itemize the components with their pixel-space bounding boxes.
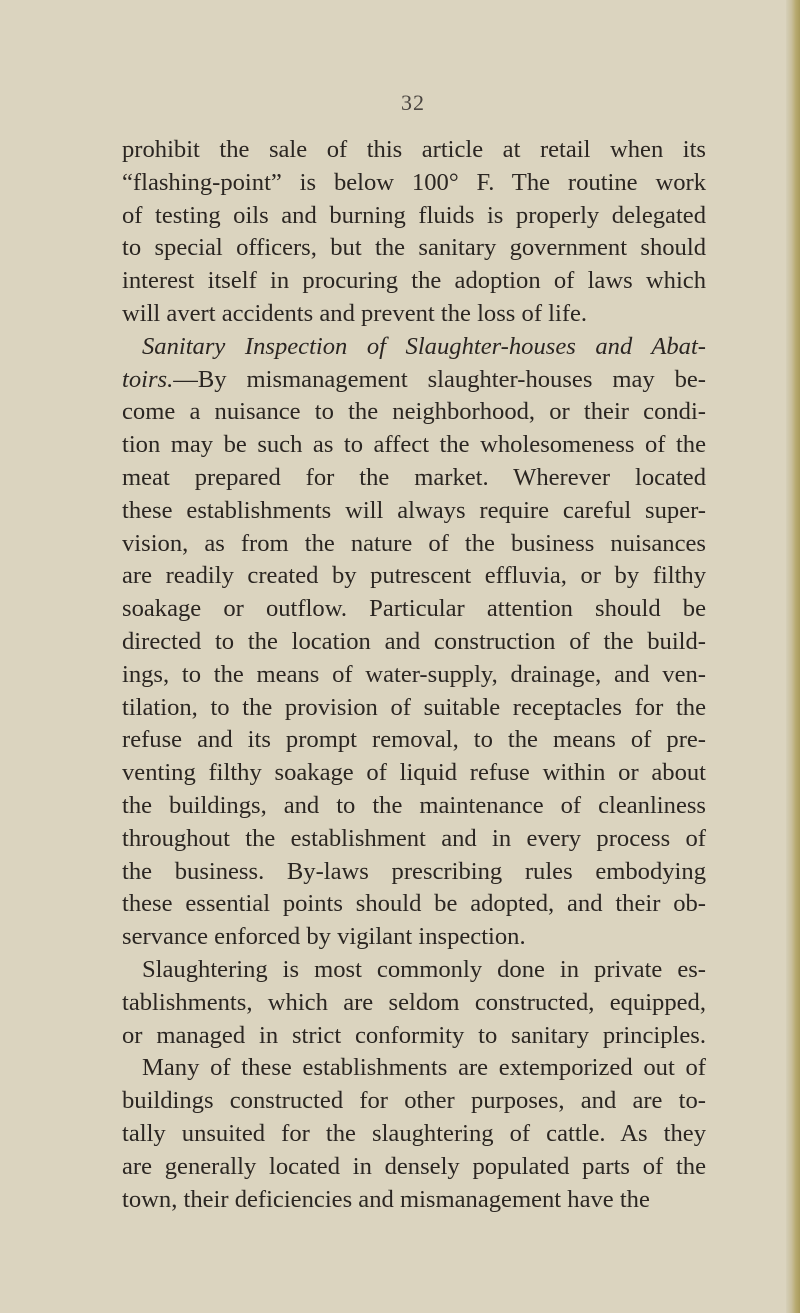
- text-run: come a nuisance to the neighborhood, or their condi-: [122, 398, 706, 426]
- text-run: tion may be such as to affect the wholesomeness of the: [122, 431, 706, 459]
- text-run: soakage or outflow. Particular attention should be: [122, 595, 706, 623]
- text-run: interest itself in procuring the adoption of laws which: [122, 267, 706, 295]
- text-run: tally unsuited for the slaughtering of cattle. As they: [122, 1119, 706, 1147]
- text-line: [122, 265, 706, 298]
- text-run: meat prepared for the market. Wherever located: [122, 463, 706, 491]
- text-line: [122, 560, 706, 593]
- text-run: —By mismanagement slaughter-houses may be-: [173, 365, 706, 393]
- text-run: are readily created by putrescent effluvia, or by filthy: [122, 562, 706, 590]
- text-run: town, their deficiencies and mismanagement have the: [122, 1185, 650, 1213]
- text-run: buildings constructed for other purposes, and are to-: [122, 1087, 706, 1115]
- text-line: [122, 364, 706, 397]
- text-run: will avert accidents and prevent the loss of life.: [122, 299, 588, 327]
- text-run: of testing oils and burning fluids is properly delegated: [122, 201, 706, 229]
- text-run: to special officers, but the sanitary government should: [122, 234, 706, 262]
- text-run: Slaughtering is most commonly done in private es-: [142, 955, 706, 983]
- text-run: refuse and its prompt removal, to the means of pre-: [122, 726, 706, 754]
- text-line: [122, 396, 706, 429]
- text-line: [122, 790, 706, 823]
- text-run: Many of these establishments are extemporized out of: [142, 1054, 706, 1082]
- text-line: [122, 692, 706, 725]
- text-line: [122, 495, 706, 528]
- text-line: [122, 1118, 706, 1151]
- text-run: ings, to the means of water-supply, drainage, and ven-: [122, 660, 706, 688]
- text-line: [122, 528, 706, 561]
- text-line: [122, 134, 706, 167]
- text-line: [122, 856, 706, 889]
- text-line: [122, 626, 706, 659]
- text-line: [122, 298, 706, 331]
- text-line: [122, 888, 706, 921]
- text-run: are generally located in densely populated parts of the: [122, 1152, 706, 1180]
- text-run: tablishments, which are seldom constructed, equipped,: [122, 988, 706, 1016]
- text-run: vision, as from the nature of the business nuisances: [122, 529, 706, 557]
- text-line: [122, 1151, 706, 1184]
- body-text: [122, 134, 706, 1216]
- text-run: “flashing-point” is below 100° F. The routine work: [122, 168, 706, 196]
- text-run: directed to the location and construction of the build-: [122, 627, 706, 655]
- text-line: [122, 232, 706, 265]
- italic-heading-run: Sanitary Inspection of Slaughter-houses and Abat-: [142, 332, 706, 360]
- text-line: [122, 331, 706, 364]
- text-line: [122, 429, 706, 462]
- text-run: servance enforced by vigilant inspection.: [122, 923, 526, 951]
- page-edge: [786, 0, 800, 1313]
- text-run: the buildings, and to the maintenance of cleanliness: [122, 791, 706, 819]
- text-line: [122, 823, 706, 856]
- text-run: these essential points should be adopted, and their ob-: [122, 890, 706, 918]
- page-number: 32: [401, 90, 425, 115]
- text-line: [122, 1020, 706, 1053]
- text-run: these establishments will always require careful super-: [122, 496, 706, 524]
- text-line: [122, 954, 706, 987]
- text-run: prohibit the sale of this article at retail when its: [122, 136, 706, 163]
- text-line: [122, 757, 706, 790]
- text-run: venting filthy soakage of liquid refuse within or about: [122, 759, 706, 787]
- text-line: [122, 593, 706, 626]
- text-line: [122, 724, 706, 757]
- text-run: the business. By-laws prescribing rules embodying: [122, 857, 706, 885]
- text-line: [122, 462, 706, 495]
- text-line: [122, 1052, 706, 1085]
- text-run: tilation, to the provision of suitable receptacles for the: [122, 693, 706, 721]
- text-line: [122, 200, 706, 233]
- text-line: [122, 987, 706, 1020]
- text-line: [122, 659, 706, 692]
- italic-heading-run: toirs.: [122, 365, 174, 393]
- text-line: [122, 1085, 706, 1118]
- text-line: [122, 921, 706, 954]
- text-run: or managed in strict conformity to sanitary principles.: [122, 1021, 706, 1049]
- text-line: [122, 167, 706, 200]
- text-line: [122, 1184, 706, 1217]
- text-run: throughout the establishment and in every process of: [122, 824, 706, 852]
